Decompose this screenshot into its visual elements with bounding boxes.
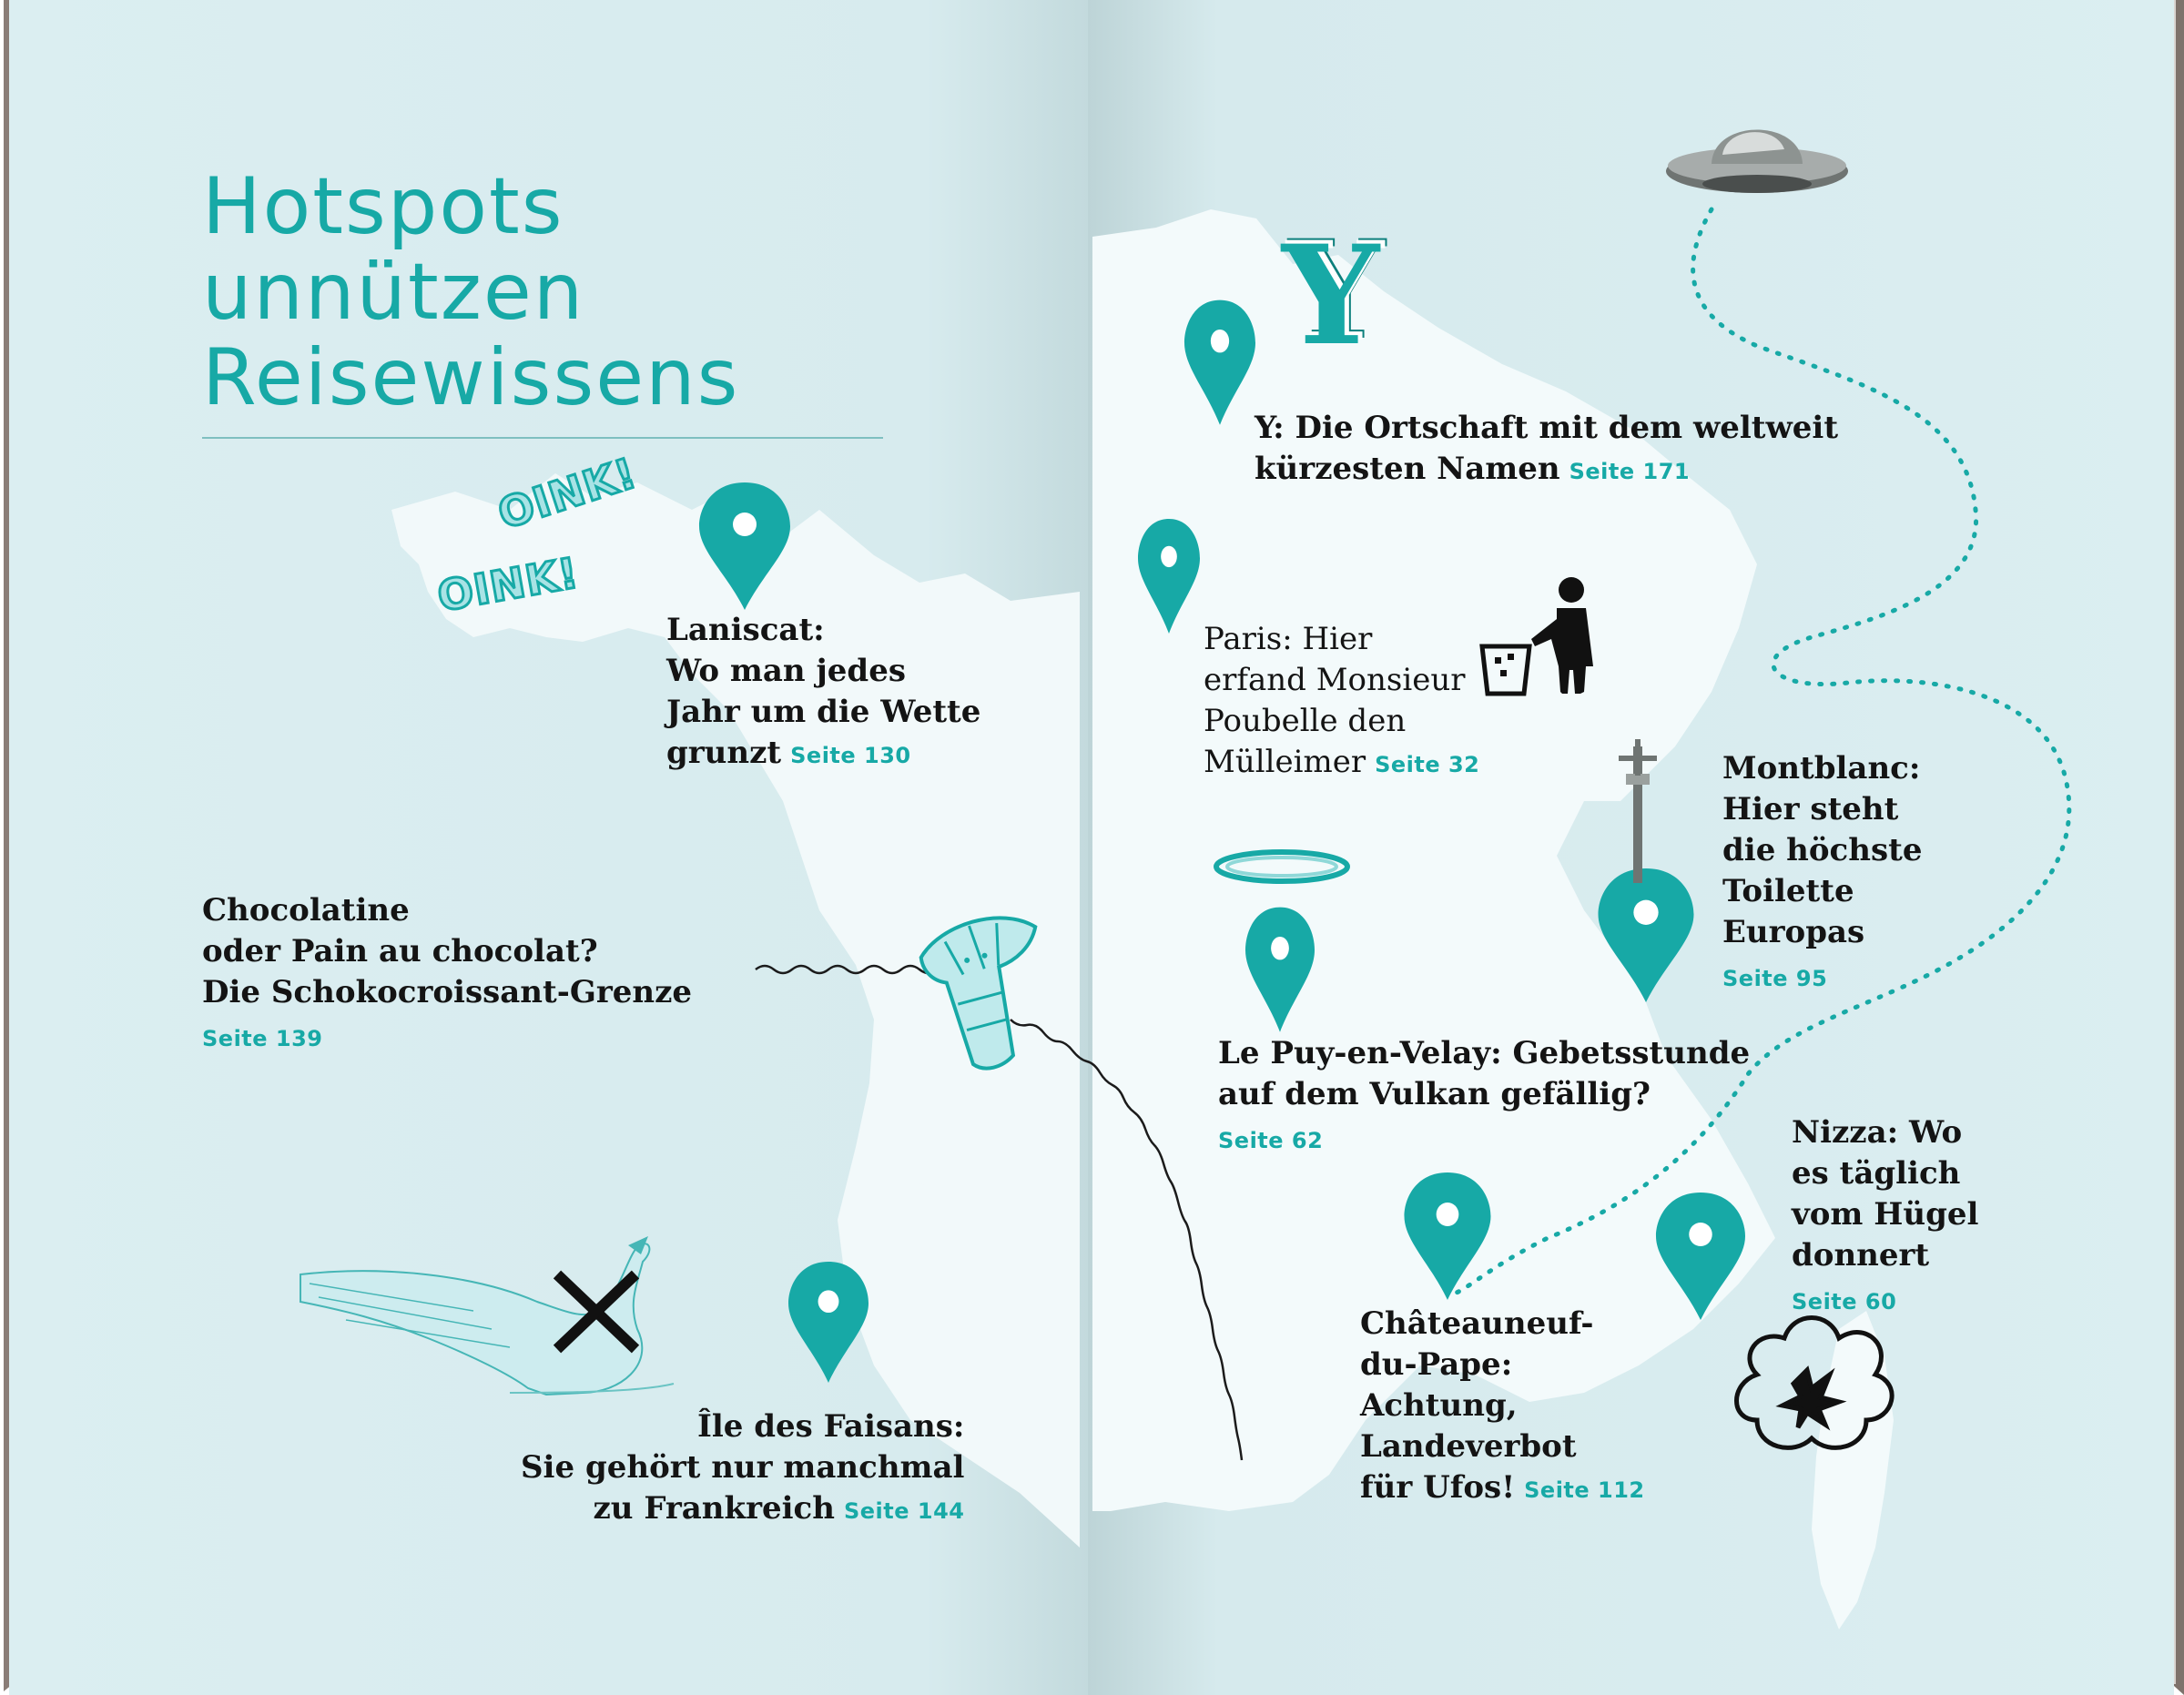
oink-sticker-1: OINK! <box>492 448 643 539</box>
map-pin-icon <box>699 482 790 610</box>
entry-y-line-2: kürzesten Namen <box>1255 451 1560 487</box>
entry-chateauneuf-line-3: Achtung, <box>1360 1387 1518 1424</box>
entry-nizza-line-2: es täglich <box>1792 1155 1961 1192</box>
entry-faisans-page: Seite 144 <box>843 1498 965 1524</box>
oink-sticker-2: OINK! <box>433 547 583 622</box>
entry-montblanc <box>1722 748 1922 1000</box>
entry-montblanc-line-4: Toilette <box>1722 873 1854 909</box>
entry-faisans-line-2: Sie gehört nur manchmal <box>521 1449 965 1486</box>
map-pin-icon <box>1405 1172 1491 1300</box>
entry-paris-line-2: erfand Monsieur <box>1204 662 1466 698</box>
entry-paris-line-3: Poubelle den <box>1204 703 1407 739</box>
entry-chocolatine <box>202 890 692 1060</box>
entry-puy-page: Seite 62 <box>1218 1128 1324 1153</box>
entry-nizza-line-4: donnert <box>1792 1237 1930 1274</box>
entry-chateauneuf-page: Seite 112 <box>1524 1477 1645 1503</box>
entry-chocolatine-line-1: Chocolatine <box>202 892 410 929</box>
entry-y-line-1: Y: Die Ortschaft mit dem weltweit <box>1255 410 1839 446</box>
trash-person-icon <box>1482 577 1593 694</box>
entry-nizza-line-1: Nizza: Wo <box>1792 1114 1963 1151</box>
entry-faisans-line-3: zu Frankreich <box>593 1490 835 1527</box>
entry-laniscat-line-1: Laniscat: <box>666 612 825 648</box>
entry-puy <box>1218 1033 1750 1162</box>
entry-nizza <box>1792 1112 1978 1323</box>
entry-montblanc-page: Seite 95 <box>1722 966 1828 991</box>
entry-montblanc-line-2: Hier steht <box>1722 791 1899 827</box>
entry-nizza-page: Seite 60 <box>1792 1289 1897 1314</box>
entry-montblanc-line-5: Europas <box>1722 914 1865 950</box>
entry-faisans-line-1: Île des Faisans: <box>696 1408 965 1445</box>
title-line-2: unnützen <box>202 247 585 338</box>
entry-chateauneuf <box>1360 1304 1645 1511</box>
entry-chateauneuf-line-1: Châteauneuf- <box>1360 1305 1594 1342</box>
thunder-cloud-icon <box>1737 1318 1893 1448</box>
ufo-icon <box>1666 130 1848 194</box>
entry-paris-page: Seite 32 <box>1375 752 1480 777</box>
entry-chocolatine-line-3: Die Schokocroissant-Grenze <box>202 974 693 1010</box>
map-pin-icon <box>1656 1193 1745 1320</box>
entry-paris <box>1204 619 1479 786</box>
map-pin-icon <box>1599 868 1694 1002</box>
map-pin-icon <box>1138 519 1200 634</box>
entry-laniscat-line-2: Wo man jedes <box>666 653 906 689</box>
halo-icon <box>1216 852 1347 881</box>
entry-chateauneuf-line-4: Landeverbot <box>1360 1428 1577 1465</box>
map-pin-icon <box>788 1262 869 1383</box>
croissant-icon <box>915 907 1067 1079</box>
pheasant-icon <box>300 1236 674 1395</box>
map-pin-icon <box>1245 908 1315 1032</box>
entry-chocolatine-line-2: oder Pain au chocolat? <box>202 933 598 969</box>
title-line-3: Reisewissens <box>202 332 740 423</box>
entry-y <box>1255 408 1838 492</box>
entry-montblanc-line-1: Montblanc: <box>1722 750 1921 787</box>
entry-paris-line-4: Mülleimer <box>1204 744 1366 780</box>
entry-laniscat-line-4: grunzt <box>666 735 782 771</box>
entry-chateauneuf-line-5: für Ufos! <box>1360 1469 1516 1506</box>
entry-faisans <box>521 1406 964 1532</box>
title-line-1: Hotspots <box>202 161 564 252</box>
entry-laniscat-page: Seite 130 <box>790 743 911 768</box>
entry-puy-line-2: auf dem Vulkan gefällig? <box>1218 1076 1651 1112</box>
entry-y-page: Seite 171 <box>1569 459 1691 484</box>
entry-laniscat-line-3: Jahr um die Wette <box>666 694 981 730</box>
map-pin-icon <box>1184 300 1255 425</box>
entry-nizza-line-3: vom Hügel <box>1792 1196 1979 1233</box>
entry-chateauneuf-line-2: du-Pape: <box>1360 1346 1513 1383</box>
entry-paris-line-1: Paris: Hier <box>1204 621 1373 657</box>
y-glyph: Y <box>1282 216 1380 376</box>
entry-laniscat <box>666 610 980 776</box>
entry-chocolatine-page: Seite 139 <box>202 1026 323 1051</box>
entry-puy-line-1: Le Puy-en-Velay: Gebetsstunde <box>1218 1035 1751 1071</box>
antenna-icon <box>1619 739 1657 883</box>
entry-montblanc-line-3: die höchste <box>1722 832 1923 868</box>
